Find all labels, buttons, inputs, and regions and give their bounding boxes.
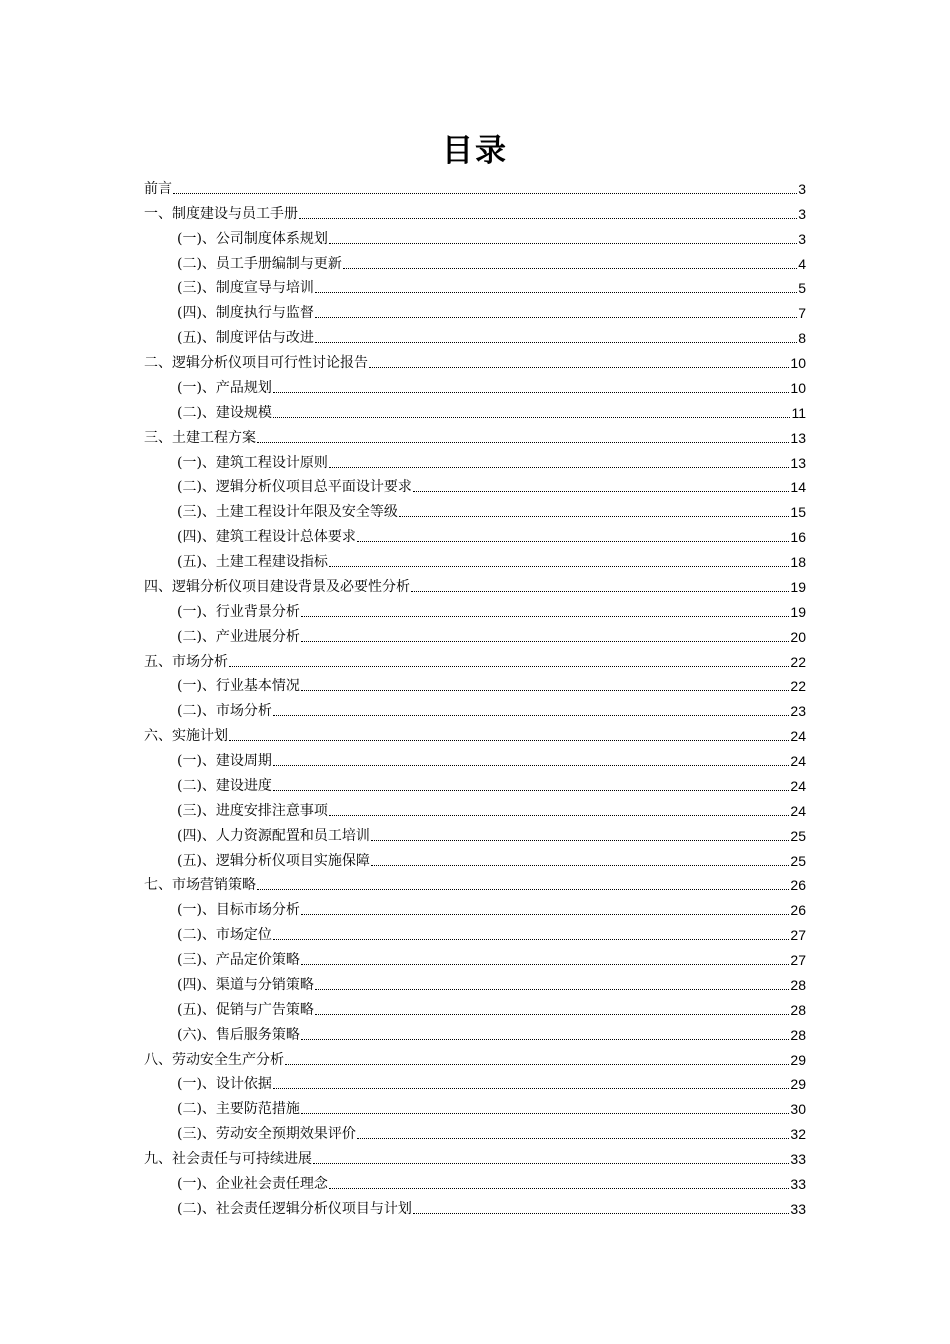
- toc-entry-page-number: 19: [790, 578, 806, 595]
- toc-entry-page-number: 28: [790, 976, 806, 993]
- toc-entry-label: 五、市场分析: [144, 653, 228, 670]
- toc-entry-page-number: 14: [790, 479, 806, 496]
- toc-entry-page-number: 8: [798, 330, 806, 347]
- toc-entry-page-number: 7: [798, 305, 806, 322]
- table-of-contents: [144, 174, 806, 1219]
- toc-entry-page-number: 25: [790, 852, 806, 869]
- toc-dot-leader: [301, 641, 789, 642]
- toc-dot-leader: [357, 541, 789, 542]
- toc-dot-leader: [411, 591, 789, 592]
- toc-entry-label: (一)、行业基本情况: [177, 678, 300, 695]
- toc-dot-leader: [315, 989, 789, 990]
- toc-entry-label: (四)、渠道与分销策略: [177, 976, 314, 993]
- toc-entry-label: 前言: [144, 180, 172, 197]
- toc-entry[interactable]: [144, 1194, 806, 1219]
- toc-entry[interactable]: [144, 945, 806, 970]
- toc-dot-leader: [413, 1213, 789, 1214]
- toc-entry-page-number: 28: [790, 1001, 806, 1018]
- toc-entry-label: (三)、进度安排注意事项: [177, 802, 328, 819]
- toc-dot-leader: [315, 292, 797, 293]
- toc-dot-leader: [173, 193, 797, 194]
- toc-entry[interactable]: [144, 473, 806, 498]
- toc-entry-page-number: 22: [790, 678, 806, 695]
- toc-entry-label: (五)、逻辑分析仪项目实施保障: [177, 852, 370, 869]
- toc-entry-page-number: 5: [798, 280, 806, 297]
- toc-entry[interactable]: [144, 199, 806, 224]
- toc-dot-leader: [369, 367, 789, 368]
- toc-entry[interactable]: [144, 721, 806, 746]
- toc-dot-leader: [301, 1039, 789, 1040]
- toc-entry[interactable]: [144, 249, 806, 274]
- toc-dot-leader: [315, 1014, 789, 1015]
- toc-entry-label: 四、逻辑分析仪项目建设背景及必要性分析: [144, 578, 410, 595]
- toc-entry[interactable]: [144, 274, 806, 299]
- toc-entry-label: (一)、目标市场分析: [177, 902, 300, 919]
- toc-entry[interactable]: [144, 323, 806, 348]
- toc-dot-leader: [343, 268, 797, 269]
- toc-dot-leader: [413, 491, 789, 492]
- toc-dot-leader: [257, 889, 789, 890]
- toc-dot-leader: [273, 939, 789, 940]
- toc-entry-label: 二、逻辑分析仪项目可行性讨论报告: [144, 355, 368, 371]
- toc-dot-leader: [301, 690, 789, 691]
- toc-entry-page-number: 10: [790, 379, 806, 396]
- toc-entry[interactable]: [144, 572, 806, 597]
- toc-entry-label: (二)、员工手册编制与更新: [177, 255, 342, 272]
- toc-entry[interactable]: [144, 547, 806, 572]
- toc-dot-leader: [273, 790, 789, 791]
- toc-entry-page-number: 13: [790, 429, 806, 446]
- toc-dot-leader: [329, 1188, 789, 1189]
- toc-entry-label: (三)、制度宣导与培训: [177, 280, 314, 297]
- toc-entry-label: (二)、建设规模: [177, 404, 272, 421]
- toc-entry[interactable]: [144, 771, 806, 796]
- toc-entry-page-number: 24: [790, 777, 806, 794]
- toc-entry[interactable]: [144, 373, 806, 398]
- toc-entry-label: (一)、公司制度体系规划: [177, 230, 328, 247]
- toc-dot-leader: [371, 840, 789, 841]
- toc-entry-label: (四)、人力资源配置和员工培训: [177, 827, 370, 844]
- toc-dot-leader: [273, 1088, 789, 1089]
- toc-entry-page-number: 19: [790, 603, 806, 620]
- toc-entry[interactable]: [144, 672, 806, 697]
- toc-dot-leader: [329, 243, 797, 244]
- toc-entry-page-number: 25: [790, 827, 806, 844]
- toc-entry[interactable]: [144, 1045, 806, 1070]
- toc-entry[interactable]: [144, 174, 806, 199]
- toc-entry[interactable]: [144, 224, 806, 249]
- toc-entry-label: (三)、土建工程设计年限及安全等级: [177, 504, 398, 521]
- toc-entry-page-number: 3: [798, 180, 806, 197]
- toc-entry[interactable]: [144, 622, 806, 647]
- toc-entry-page-number: 33: [790, 1175, 806, 1192]
- toc-entry[interactable]: [144, 423, 806, 448]
- toc-entry-label: (三)、产品定价策略: [177, 952, 300, 968]
- toc-entry-label: 一、制度建设与员工手册: [144, 205, 298, 222]
- toc-entry-label: (一)、企业社会责任理念: [177, 1175, 328, 1192]
- toc-dot-leader: [357, 1138, 789, 1139]
- toc-entry[interactable]: [144, 970, 806, 995]
- toc-entry[interactable]: [144, 920, 806, 945]
- toc-entry-label: (二)、市场定位: [177, 927, 272, 944]
- toc-entry-page-number: 26: [790, 902, 806, 919]
- toc-entry-label: (一)、行业背景分析: [177, 603, 300, 620]
- toc-dot-leader: [301, 1113, 789, 1114]
- toc-entry-label: (四)、制度执行与监督: [177, 305, 314, 322]
- toc-entry[interactable]: [144, 348, 806, 373]
- toc-entry-page-number: 22: [790, 653, 806, 670]
- toc-entry[interactable]: [144, 696, 806, 721]
- toc-entry-page-number: 18: [790, 554, 806, 570]
- toc-entry-page-number: 29: [790, 1051, 806, 1068]
- toc-entry-page-number: 32: [790, 1126, 806, 1143]
- toc-dot-leader: [229, 740, 789, 741]
- toc-entry-label: (二)、建设进度: [177, 777, 272, 794]
- toc-dot-leader: [299, 218, 797, 219]
- toc-dot-leader: [371, 865, 789, 866]
- toc-dot-leader: [399, 516, 789, 517]
- toc-dot-leader: [315, 342, 797, 343]
- toc-entry-page-number: 27: [790, 952, 806, 968]
- toc-entry[interactable]: [144, 522, 806, 547]
- toc-entry-page-number: 15: [790, 504, 806, 521]
- toc-entry[interactable]: [144, 995, 806, 1020]
- toc-dot-leader: [301, 914, 789, 915]
- toc-dot-leader: [229, 666, 789, 667]
- toc-entry-page-number: 4: [798, 255, 806, 272]
- toc-entry-label: (一)、设计依据: [177, 1076, 272, 1093]
- toc-entry[interactable]: [144, 871, 806, 896]
- toc-dot-leader: [273, 715, 789, 716]
- toc-entry-label: (二)、逻辑分析仪项目总平面设计要求: [177, 479, 412, 496]
- toc-entry[interactable]: [144, 821, 806, 846]
- toc-entry-page-number: 3: [798, 205, 806, 222]
- toc-entry-label: (二)、社会责任逻辑分析仪项目与计划: [177, 1200, 412, 1217]
- toc-dot-leader: [301, 616, 789, 617]
- toc-dot-leader: [285, 1064, 789, 1065]
- toc-entry-label: (三)、劳动安全预期效果评价: [177, 1126, 356, 1143]
- toc-entry-page-number: 29: [790, 1076, 806, 1093]
- toc-dot-leader: [315, 317, 797, 318]
- toc-entry[interactable]: [144, 895, 806, 920]
- toc-entry-label: (六)、售后服务策略: [177, 1026, 300, 1043]
- toc-entry-page-number: 30: [790, 1101, 806, 1118]
- toc-entry[interactable]: [144, 647, 806, 672]
- toc-entry-page-number: 24: [790, 802, 806, 819]
- toc-entry-label: 六、实施计划: [144, 728, 228, 745]
- toc-entry-label: 七、市场营销策略: [144, 877, 256, 894]
- toc-entry-label: (一)、产品规划: [177, 379, 272, 396]
- toc-entry-page-number: 3: [798, 230, 806, 247]
- toc-entry-page-number: 13: [790, 454, 806, 471]
- toc-dot-leader: [257, 442, 789, 443]
- toc-dot-leader: [329, 566, 789, 567]
- toc-entry-label: (一)、建筑工程设计原则: [177, 454, 328, 471]
- toc-entry-page-number: 20: [790, 628, 806, 645]
- toc-entry-label: (一)、建设周期: [177, 753, 272, 769]
- toc-entry-page-number: 24: [790, 753, 806, 769]
- toc-entry-page-number: 33: [790, 1200, 806, 1217]
- toc-entry-page-number: 28: [790, 1026, 806, 1043]
- toc-entry-label: (五)、制度评估与改进: [177, 330, 314, 347]
- toc-entry-label: (二)、产业进展分析: [177, 628, 300, 645]
- toc-dot-leader: [273, 392, 789, 393]
- toc-entry[interactable]: [144, 746, 806, 771]
- toc-dot-leader: [273, 765, 789, 766]
- toc-entry-page-number: 23: [790, 703, 806, 720]
- toc-entry[interactable]: [144, 597, 806, 622]
- toc-entry-page-number: 27: [790, 927, 806, 944]
- toc-entry-page-number: 26: [790, 877, 806, 894]
- toc-entry[interactable]: [144, 448, 806, 473]
- toc-title: 目录: [442, 133, 508, 169]
- toc-entry-label: 三、土建工程方案: [144, 429, 256, 446]
- toc-entry-page-number: 33: [790, 1151, 806, 1167]
- toc-entry-label: (五)、土建工程建设指标: [177, 554, 328, 570]
- toc-entry[interactable]: [144, 1119, 806, 1144]
- toc-dot-leader: [301, 964, 789, 965]
- toc-entry-page-number: 16: [790, 529, 806, 546]
- toc-entry-label: (五)、促销与广告策略: [177, 1001, 314, 1018]
- toc-entry[interactable]: [144, 497, 806, 522]
- toc-entry-page-number: 11: [791, 404, 806, 421]
- toc-entry[interactable]: [144, 1020, 806, 1045]
- toc-entry[interactable]: [144, 1144, 806, 1169]
- toc-entry[interactable]: [144, 846, 806, 871]
- toc-entry[interactable]: [144, 398, 806, 423]
- toc-entry[interactable]: [144, 298, 806, 323]
- toc-entry-page-number: 10: [790, 355, 806, 371]
- toc-dot-leader: [329, 467, 789, 468]
- toc-dot-leader: [329, 815, 789, 816]
- toc-entry[interactable]: [144, 1070, 806, 1095]
- toc-entry-label: (二)、主要防范措施: [177, 1101, 300, 1118]
- toc-entry-page-number: 24: [790, 728, 806, 745]
- toc-entry-label: 九、社会责任与可持续进展: [144, 1151, 312, 1167]
- toc-entry[interactable]: [144, 1169, 806, 1194]
- toc-entry[interactable]: [144, 1094, 806, 1119]
- toc-dot-leader: [313, 1163, 789, 1164]
- toc-entry[interactable]: [144, 796, 806, 821]
- toc-entry-label: (二)、市场分析: [177, 703, 272, 720]
- toc-dot-leader: [273, 417, 791, 418]
- toc-entry-label: 八、劳动安全生产分析: [144, 1051, 284, 1068]
- toc-entry-label: (四)、建筑工程设计总体要求: [177, 529, 356, 546]
